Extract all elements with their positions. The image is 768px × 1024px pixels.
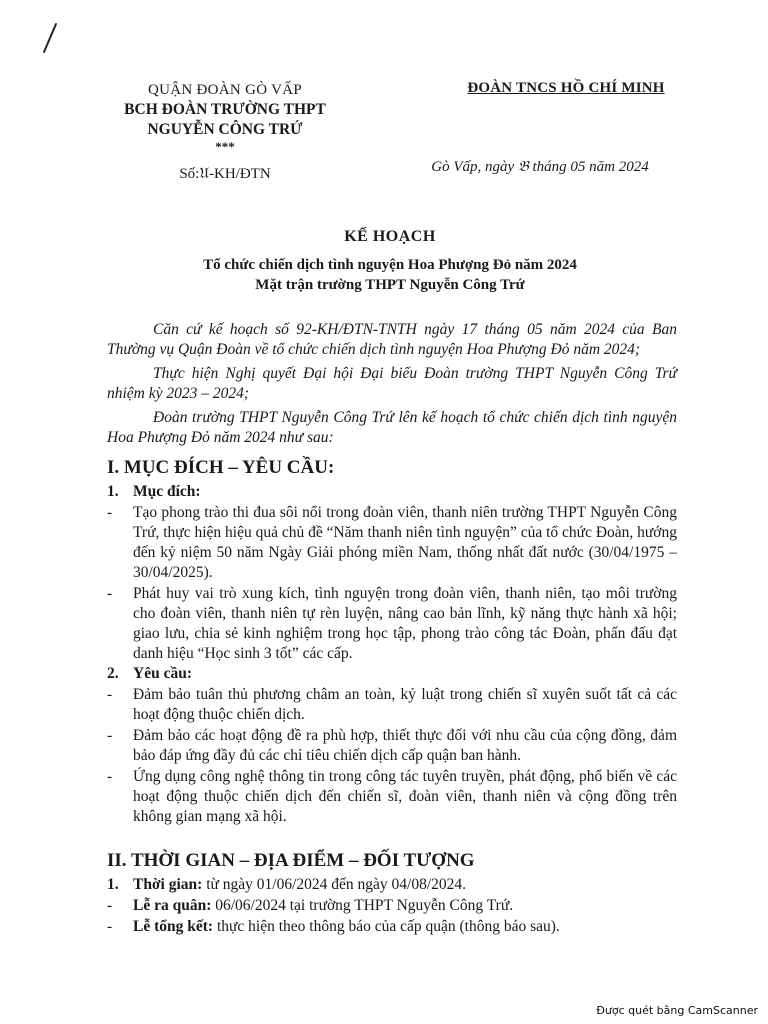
list-item: [107, 767, 677, 827]
list-item-text: Ứng dụng công nghệ thông tin trong công tác tuyên truyền, phát động, phổ biến về các hoạt động thuộc chiến dịch đến chiến sĩ, đoàn viên, thanh niên và cộng đồng trên không gian mạng xã hội.: [133, 768, 677, 825]
organization-header: [450, 80, 682, 97]
dash-bullet: -: [107, 897, 113, 914]
subsection-title: Yêu cầu:: [133, 665, 192, 682]
dash-bullet: -: [107, 768, 113, 785]
time-item: [107, 875, 677, 895]
section-heading-2: II. THỜI GIAN – ĐỊA ĐIỂM – ĐỐI TƯỢNG: [107, 850, 475, 871]
dash-bullet: -: [107, 686, 113, 703]
subsection-title: Mục đích:: [133, 483, 201, 500]
list-item-text: Đảm bảo tuân thủ phương châm an toàn, kỷ luật trong chiến sĩ xuyên suốt tất cả các hoạt động thuộc chiến dịch.: [133, 686, 677, 723]
item-text: từ ngày 01/06/2024 đến ngày 04/08/2024.: [202, 876, 467, 893]
section-heading-1: I. MỤC ĐÍCH – YÊU CẦU:: [107, 457, 335, 478]
list-item: [107, 685, 677, 725]
item-label: Thời gian:: [133, 876, 203, 893]
intro-paragraph: Đoàn trường THPT Nguyễn Công Trứ lên kế hoạch tổ chức chiến dịch tình nguyện Hoa Phượng Đỏ năm 2024 như sau:: [107, 409, 677, 446]
list-item: [107, 896, 677, 916]
handwritten-slash-mark: [38, 20, 62, 56]
dash-bullet: -: [107, 504, 113, 521]
intro-paragraph: Căn cứ kế hoạch số 92-KH/ĐTN-TNTH ngày 17 tháng 05 năm 2024 của Ban Thường vụ Quận Đoàn về tổ chức chiến dịch tình nguyện Hoa Phượng Đỏ năm 2024;: [107, 321, 677, 358]
item-text: 06/06/2024 tại trường THPT Nguyễn Công Trứ.: [211, 897, 514, 914]
district-union: QUẬN ĐOÀN GÒ VẤP: [147, 82, 303, 98]
list-item: [107, 917, 677, 937]
list-item-text: Tạo phong trào thi đua sôi nổi trong đoàn viên, thanh niên trường THPT Nguyễn Công Trứ, thực hiện hiệu quả chủ đề “Năm thanh niên tình nguyện” của tổ chức Đoàn, hướng đến kỷ niệm 50 năm Ngày Giải phóng miền Nam, thống nhất đất nước (30/04/1975 – 30/04/2025).: [133, 504, 677, 581]
subsection-purpose: [107, 482, 677, 502]
subsection-number: 2.: [107, 665, 119, 682]
document-title: KẾ HOẠCH: [344, 228, 436, 245]
subsection-requirements: [107, 664, 677, 684]
item-text: thực hiện theo thông báo của cấp quận (thông báo sau).: [213, 918, 560, 935]
scanner-watermark: Được quét bằng CamScanner: [596, 1004, 758, 1017]
organization-name: ĐOÀN TNCS HỒ CHÍ MINH: [467, 80, 665, 96]
school-committee-line1: BCH ĐOÀN TRƯỜNG THPT: [124, 101, 326, 118]
dash-bullet: -: [107, 918, 113, 935]
title-block: [110, 226, 670, 295]
document-number: Số:𝔘-KH/ĐTN: [179, 166, 271, 182]
list-item: [107, 503, 677, 583]
item-label: Lễ ra quân:: [133, 897, 212, 914]
dash-bullet: -: [107, 585, 113, 602]
document-subtitle-1: Tổ chức chiến dịch tình nguyện Hoa Phượng Đỏ năm 2024: [203, 257, 577, 273]
school-committee-line2: NGUYỄN CÔNG TRỨ: [147, 121, 303, 138]
subsection-number: 1.: [107, 876, 119, 893]
document-body: [107, 320, 677, 937]
item-label: Lễ tổng kết:: [133, 918, 214, 935]
date-line: Gò Vấp, ngày 𝔅 tháng 05 năm 2024: [431, 159, 649, 175]
list-item: [107, 726, 677, 766]
dash-bullet: -: [107, 727, 113, 744]
separator-stars: ***: [215, 139, 235, 154]
subsection-number: 1.: [107, 483, 119, 500]
document-subtitle-2: Mặt trận trường THPT Nguyễn Công Trứ: [255, 277, 525, 293]
list-item-text: Phát huy vai trò xung kích, tình nguyện trong đoàn viên, thanh niên, tạo môi trường cho đoàn viên, thanh niên tự rèn luyện, nâng cao bản lĩnh, kỹ năng thực hành xã hội; giao lưu, chia sẻ kinh nghiệm trong học tập, phong trào công tác Đoàn, phấn đấu đạt danh hiệu “Học sinh 3 tốt” các cấp.: [133, 585, 677, 662]
issuer-header: [105, 80, 345, 184]
list-item-text: Đảm bảo các hoạt động đề ra phù hợp, thiết thực đối với nhu cầu của cộng đồng, đảm bảo đáp ứng đầy đủ các chỉ tiêu chiến dịch cấp quận ban hành.: [133, 727, 677, 764]
intro-paragraph: Thực hiện Nghị quyết Đại hội Đại biểu Đoàn trường THPT Nguyễn Công Trứ nhiệm kỳ 2023 – 2024;: [107, 365, 677, 402]
list-item: [107, 584, 677, 664]
